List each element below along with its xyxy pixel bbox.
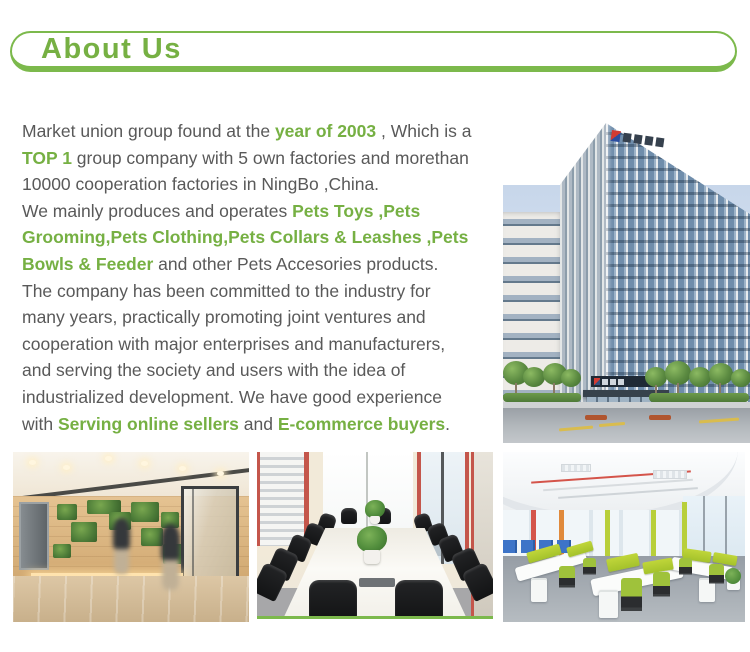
office-chair	[395, 580, 443, 619]
lime-mullion	[651, 510, 656, 558]
tree	[645, 367, 667, 387]
about-text-line: Grooming,Pets Clothing,Pets Collars & Leashes ,Pets	[22, 227, 469, 248]
corner-plant	[725, 568, 741, 584]
lobby-photo	[13, 452, 249, 622]
about-text-line: with Serving online sellers and E-commerce buyers.	[22, 413, 451, 434]
about-text-line: many years, practically promoting joint ventures and	[22, 307, 426, 328]
meeting-room-photo	[257, 452, 493, 619]
ceiling-spotlight-icon	[63, 465, 70, 470]
tree	[731, 369, 750, 387]
pedestal-cabinet	[599, 590, 618, 618]
wood-floor	[13, 576, 249, 622]
open-office-photo	[503, 452, 745, 622]
flower-planter	[649, 415, 671, 420]
table-cable-port	[359, 578, 395, 587]
about-paragraph	[22, 118, 492, 437]
about-text-line: Bowls & Feeder and other Pets Accesories products.	[22, 253, 439, 274]
flower-planter	[585, 415, 607, 420]
office-chair	[341, 508, 357, 524]
office-chair	[679, 558, 692, 578]
plant-pot	[364, 550, 380, 564]
pedestal-cabinet	[531, 578, 547, 602]
person-silhouette	[161, 524, 180, 590]
about-text-line: Market union group found at the year of 2003 , Which is a	[22, 121, 472, 141]
company-logo-mark-icon	[611, 130, 621, 142]
page-title: About Us	[41, 33, 182, 65]
company-logo-mark-icon	[594, 378, 600, 385]
plant-panel	[57, 504, 77, 520]
tree	[689, 367, 711, 387]
plant-panel	[53, 544, 71, 558]
elevator-door	[19, 502, 49, 570]
road	[503, 408, 750, 443]
ceiling-spotlight-icon	[217, 471, 224, 476]
window-with-blinds	[257, 452, 309, 546]
office-chair	[559, 566, 575, 592]
lime-mullion	[605, 510, 610, 558]
ac-vent	[561, 464, 591, 472]
office-chair	[621, 578, 642, 618]
ceiling-spotlight-icon	[141, 461, 148, 466]
person-silhouette	[113, 518, 130, 574]
tree	[561, 369, 581, 387]
office-chair	[583, 558, 596, 578]
about-text-line: industrialized development. We have good experience	[22, 386, 442, 407]
about-text-line: cooperation with major enterprises and manufacturers,	[22, 333, 446, 354]
plant-panel	[131, 502, 159, 522]
table-plant	[357, 526, 387, 552]
about-text-line: TOP 1 group company with 5 own factories and morethan	[22, 147, 469, 168]
headquarters-building-photo	[503, 115, 750, 443]
hedge	[649, 393, 749, 402]
plant-panel	[141, 528, 163, 546]
ac-vent	[653, 470, 687, 479]
ceiling-spotlight-icon	[29, 460, 36, 465]
tree	[709, 363, 733, 385]
plant-pot	[370, 516, 380, 524]
ceiling-spotlight-icon	[105, 456, 112, 461]
about-text-line: We mainly produces and operates Pets Toys ,Pets	[22, 200, 421, 221]
about-text-line: 10000 cooperation factories in NingBo ,China.	[22, 174, 380, 195]
about-us-header-box	[10, 31, 737, 72]
about-text-line: The company has been committed to the industry for	[22, 280, 431, 301]
tree	[665, 361, 691, 385]
about-text-line: and serving the society and users with the idea of	[22, 360, 406, 381]
office-chair	[309, 580, 357, 619]
office-chair	[653, 572, 670, 602]
office-chair	[709, 564, 724, 588]
plant-panel	[71, 522, 97, 542]
tree	[523, 367, 545, 387]
ceiling-spotlight-icon	[179, 466, 186, 471]
hedge	[503, 393, 581, 402]
